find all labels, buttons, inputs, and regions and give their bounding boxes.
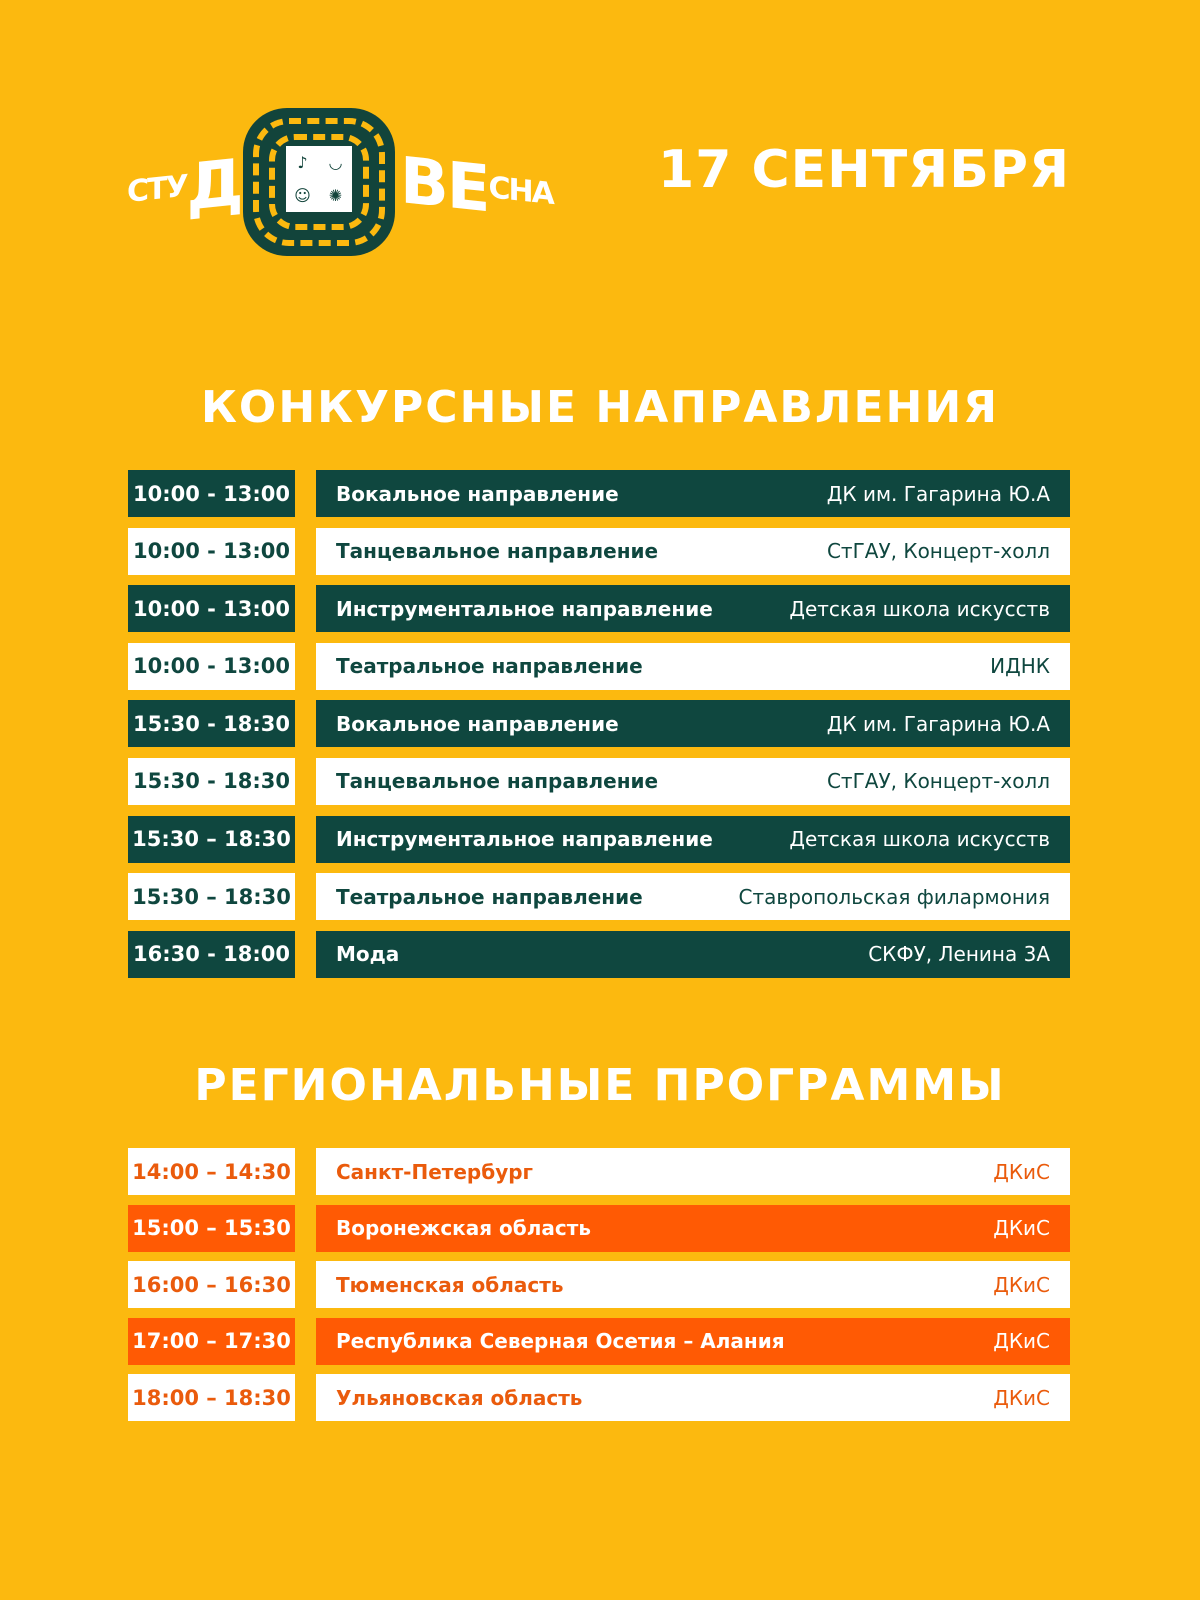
face-icon: ☺ [294,185,311,205]
schedule-row [128,700,1070,747]
time-slot: 15:30 – 18:30 [128,873,295,920]
event-name: Вокальное направление [336,711,619,736]
event-name: Тюменская область [336,1272,564,1297]
schedule-row [128,758,1070,805]
event-place: Ставропольская филармония [738,884,1050,909]
event-info [316,1318,1070,1365]
event-info [316,528,1070,575]
event-info [316,700,1070,747]
time-slot: 18:00 – 18:30 [128,1374,295,1421]
event-place: Детская школа искусств [789,827,1050,852]
event-info [316,816,1070,863]
event-info [316,873,1070,920]
event-name: Вокальное направление [336,481,619,506]
event-info [316,643,1070,690]
section-title-competition: КОНКУРСНЫЕ НАПРАВЛЕНИЯ [200,382,1000,433]
time-slot: 10:00 - 13:00 [128,470,295,517]
smile-icon: ◡ [329,152,342,172]
event-name: Инструментальное направление [336,596,713,621]
event-name: Танцевальное направление [336,539,659,564]
event-place: ДК им. Гагарина Ю.А [826,711,1050,736]
event-place: ДКиС [993,1216,1050,1240]
event-name: Ульяновская область [336,1385,583,1410]
event-date: 17 СЕНТЯБРЯ [658,140,1070,200]
event-info [316,1374,1070,1421]
time-slot: 15:00 – 15:30 [128,1205,295,1252]
time-slot: 14:00 – 14:30 [128,1148,295,1195]
event-name: Санкт-Петербург [336,1159,534,1184]
event-info [316,1205,1070,1252]
schedule-row [128,585,1070,632]
event-place: ДК им. Гагарина Ю.А [826,481,1050,506]
event-place: ДКиС [993,1272,1050,1297]
event-info [316,1148,1070,1195]
time-slot: 15:30 – 18:30 [128,816,295,863]
event-name: Инструментальное направление [336,827,713,852]
event-name: Театральное направление [336,654,643,679]
schedule-row [128,470,1070,517]
event-info [316,1261,1070,1308]
event-name: Воронежская область [336,1216,591,1240]
time-slot: 10:00 - 13:00 [128,528,295,575]
schedule-row [128,816,1070,863]
music-note-icon: ♪ [297,152,308,172]
logo-right-word: ВЕСНА [400,143,553,228]
event-info [316,758,1070,805]
schedule-row [128,528,1070,575]
logo-left-word: СТУД [127,145,242,226]
time-slot: 17:00 – 17:30 [128,1318,295,1365]
event-name: Республика Северная Осетия – Алания [336,1329,785,1353]
time-slot: 16:00 – 16:30 [128,1261,295,1308]
sun-icon: ✺ [328,185,343,205]
event-info [316,931,1070,978]
schedule-row [128,873,1070,920]
event-info [316,585,1070,632]
schedule-row [128,643,1070,690]
regional-schedule [128,1148,1070,1431]
logo-icon-square [286,146,352,212]
event-place: СтГАУ, Концерт-холл [826,769,1050,794]
schedule-row [128,1205,1070,1252]
schedule-row [128,1148,1070,1195]
event-place: ДКиС [993,1159,1050,1184]
event-place: ДКиС [993,1385,1050,1410]
festival-logo [125,100,553,260]
schedule-row [128,931,1070,978]
event-info [316,470,1070,517]
schedule-row [128,1261,1070,1308]
event-place: ИДНК [990,654,1050,679]
event-place: Детская школа искусств [789,596,1050,621]
event-place: СКФУ, Ленина 3А [868,942,1050,967]
competition-schedule [128,470,1070,988]
time-slot: 10:00 - 13:00 [128,585,295,632]
time-slot: 10:00 - 13:00 [128,643,295,690]
time-slot: 15:30 - 18:30 [128,700,295,747]
time-slot: 15:30 - 18:30 [128,758,295,805]
event-name: Танцевальное направление [336,769,659,794]
event-place: ДКиС [993,1329,1050,1353]
schedule-row [128,1318,1070,1365]
time-slot: 16:30 - 18:00 [128,931,295,978]
section-title-regional: РЕГИОНАЛЬНЫЕ ПРОГРАММЫ [194,1060,1006,1111]
event-name: Театральное направление [336,884,643,909]
event-place: СтГАУ, Концерт-холл [826,539,1050,564]
schedule-row [128,1374,1070,1421]
event-name: Мода [336,942,400,967]
